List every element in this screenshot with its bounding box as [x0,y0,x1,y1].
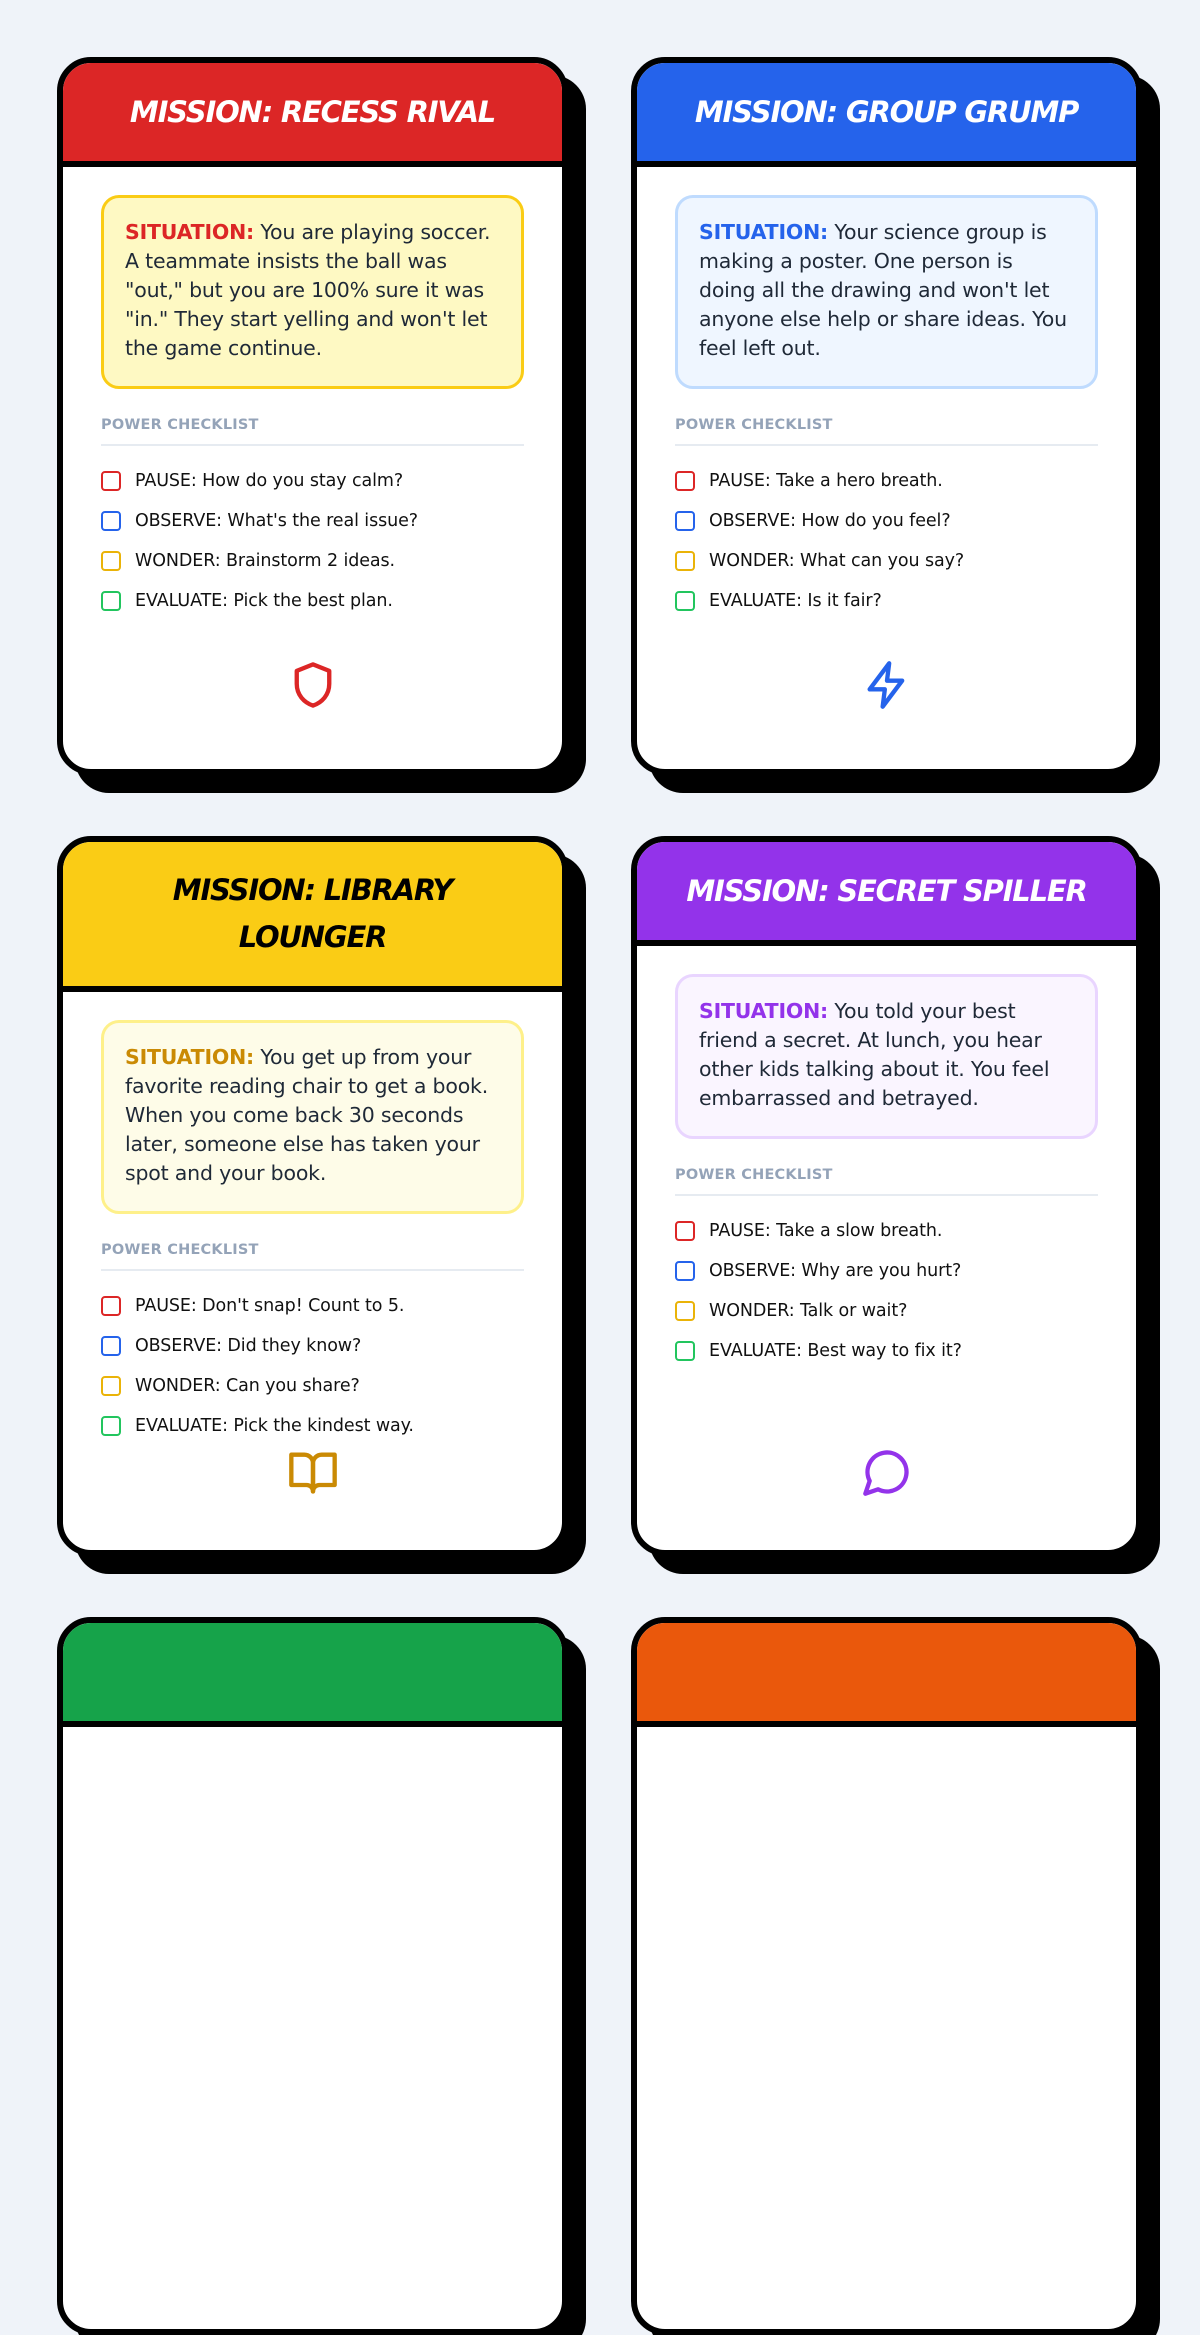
checklist-item[interactable] [101,541,524,581]
checklist-item[interactable] [675,1211,1098,1251]
card-header [637,842,1136,946]
situation-label: SITUATION: [699,220,829,244]
checklist-item-label: WONDER: Can you share? [135,1376,360,1396]
checkbox[interactable] [101,1376,121,1396]
checklist-heading: POWER CHECKLIST [101,417,524,446]
checklist-item-label: EVALUATE: Is it fair? [709,591,882,611]
checkbox[interactable] [675,1301,695,1321]
power-checklist [101,461,524,621]
checklist-item-label: PAUSE: Take a hero breath. [709,471,943,491]
situation-box [675,974,1098,1139]
checkbox[interactable] [675,591,695,611]
lightning-icon [861,659,913,711]
card-header [63,1623,562,1727]
card-title: MISSION: GROUP GRUMP [694,94,1079,129]
checkbox[interactable] [101,1416,121,1436]
mission-card [631,836,1142,1556]
checkbox[interactable] [101,511,121,531]
checklist-item[interactable] [675,541,1098,581]
card-header [63,63,562,167]
shield-icon [287,659,339,711]
mission-card [631,1617,1142,2335]
checklist-item[interactable] [101,1366,524,1406]
situation-text: You are playing soccer. A teammate insists the ball was "out," but you are 100% sure it was "in." They start yelling and won't let the game continue. [125,220,491,360]
checklist-item[interactable] [675,1331,1098,1371]
card-header [637,1623,1136,1727]
checkbox[interactable] [101,1336,121,1356]
checklist-heading: POWER CHECKLIST [101,1242,524,1271]
power-checklist [675,461,1098,621]
checkbox[interactable] [675,511,695,531]
checklist-item[interactable] [101,581,524,621]
checkbox[interactable] [675,1221,695,1241]
situation-label: SITUATION: [125,220,255,244]
checklist-item[interactable] [101,1406,524,1446]
card-header [63,842,562,992]
checklist-item-label: EVALUATE: Pick the kindest way. [135,1416,414,1436]
checkbox[interactable] [101,591,121,611]
checklist-item-label: OBSERVE: Did they know? [135,1336,362,1356]
card-title: MISSION: SECRET SPILLER [686,873,1087,908]
mission-card [57,1617,568,2335]
checklist-item[interactable] [101,501,524,541]
card-title: MISSION: LIBRARY LOUNGER [172,873,453,954]
checklist-item[interactable] [101,461,524,501]
mission-card-grid [57,57,1137,2335]
power-checklist [675,1211,1098,1371]
checklist-item-label: PAUSE: How do you stay calm? [135,471,404,491]
checklist-item-label: PAUSE: Take a slow breath. [709,1221,943,1241]
checklist-item[interactable] [675,501,1098,541]
situation-box [675,195,1098,389]
checkbox[interactable] [675,1261,695,1281]
checkbox[interactable] [675,1341,695,1361]
checkbox[interactable] [675,471,695,491]
situation-text: You get up from your favorite reading chair to get a book. When you come back 30 seconds later, someone else has taken your spot and your book. [125,1045,489,1185]
checklist-item[interactable] [675,581,1098,621]
checklist-item-label: WONDER: Talk or wait? [709,1301,908,1321]
checkbox[interactable] [675,551,695,571]
checklist-item-label: OBSERVE: What's the real issue? [135,511,418,531]
card-header [637,63,1136,167]
mission-card [631,57,1142,775]
checklist-item[interactable] [675,1251,1098,1291]
checklist-item[interactable] [101,1326,524,1366]
situation-label: SITUATION: [125,1045,255,1069]
situation-label: SITUATION: [699,999,829,1023]
checkbox[interactable] [101,551,121,571]
checklist-heading: POWER CHECKLIST [675,1167,1098,1196]
checkbox[interactable] [101,471,121,491]
card-title: MISSION: RECESS RIVAL [129,94,496,129]
mission-card [57,57,568,775]
mission-card [57,836,568,1556]
situation-text: You told your best friend a secret. At lunch, you hear other kids talking about it. You feel embarrassed and betrayed. [699,999,1050,1110]
power-checklist [101,1286,524,1446]
checklist-heading: POWER CHECKLIST [675,417,1098,446]
open-book-icon [287,1446,339,1498]
checklist-item-label: EVALUATE: Best way to fix it? [709,1341,962,1361]
checklist-item[interactable] [675,461,1098,501]
checkbox[interactable] [101,1296,121,1316]
checklist-item[interactable] [675,1291,1098,1331]
speech-bubble-icon [861,1446,913,1498]
checklist-item-label: PAUSE: Don't snap! Count to 5. [135,1296,405,1316]
checklist-item-label: EVALUATE: Pick the best plan. [135,591,393,611]
situation-text: Your science group is making a poster. One person is doing all the drawing and won't let anyone else help or share ideas. You feel left out. [699,220,1067,360]
checklist-item-label: WONDER: Brainstorm 2 ideas. [135,551,395,571]
checklist-item-label: OBSERVE: How do you feel? [709,511,951,531]
situation-box [101,1020,524,1214]
situation-box [101,195,524,389]
checklist-item-label: OBSERVE: Why are you hurt? [709,1261,962,1281]
checklist-item-label: WONDER: What can you say? [709,551,965,571]
checklist-item[interactable] [101,1286,524,1326]
